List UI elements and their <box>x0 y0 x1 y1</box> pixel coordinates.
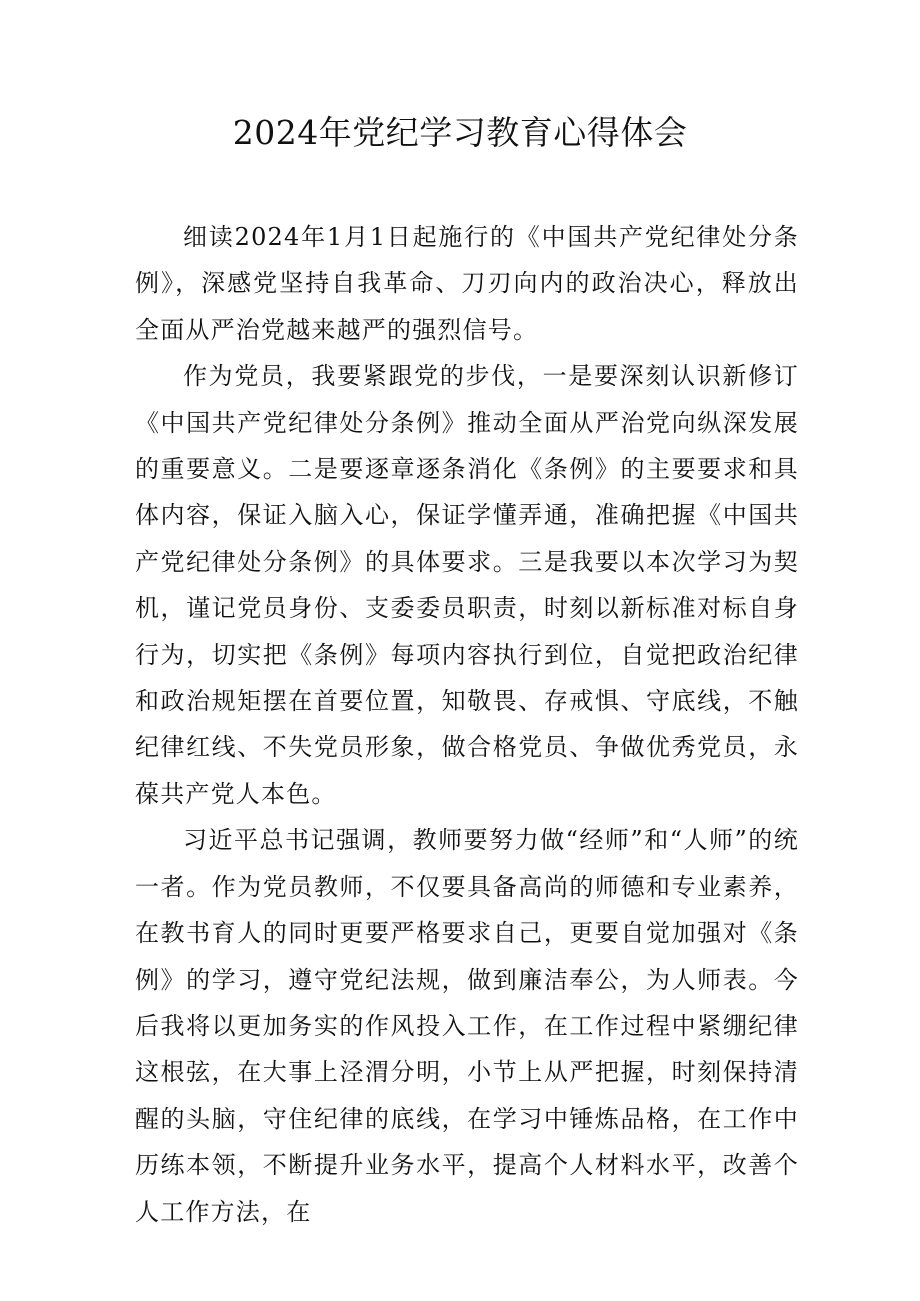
paragraph: 细读2024年1月1日起施行的《中国共产党纪律处分条例》，深感党坚持自我革命、刀刃向内的政治决心，释放出全面从严治党越来越严的强烈信号。 <box>135 223 799 344</box>
document-title: 2024年党纪学习教育心得体会 <box>232 113 688 152</box>
document-body <box>135 214 799 1235</box>
paragraph: 作为党员，我要紧跟党的步伐，一是要深刻认识新修订《中国共产党纪律处分条例》推动全面从严治党向纵深发展的重要意义。二是要逐章逐条消化《条例》的主要要求和具体内容，保证入脑入心，保证学懂弄通，准确把握《中国共产党纪律处分条例》的具体要求。三是我要以本次学习为契机，谨记党员身份、支委委员职责，时刻以新标准对标自身行为，切实把《条例》每项内容执行到位，自觉把政治纪律和政治规矩摆在首要位置，知敬畏、存戒惧、守底线，不触纪律红线、不失党员形象，做合格党员、争做优秀党员，永葆共产党人本色。 <box>135 362 799 808</box>
paragraph: 习近平总书记强调，教师要努力做“经师”和“人师”的统一者。作为党员教师，不仅要具备高尚的师德和专业素养，在教书育人的同时更要严格要求自己，更要自觉加强对《条例》的学习，遵守党纪法规，做到廉洁奉公，为人师表。今后我将以更加务实的作风投入工作，在工作过程中紧绷纪律这根弦，在大事上泾渭分明，小节上从严把握，时刻保持清醒的头脑，守住纪律的底线，在学习中锤炼品格，在工作中历练本领，不断提升业务水平，提高个人材料水平，改善个人工作方法，在 <box>135 826 799 1226</box>
